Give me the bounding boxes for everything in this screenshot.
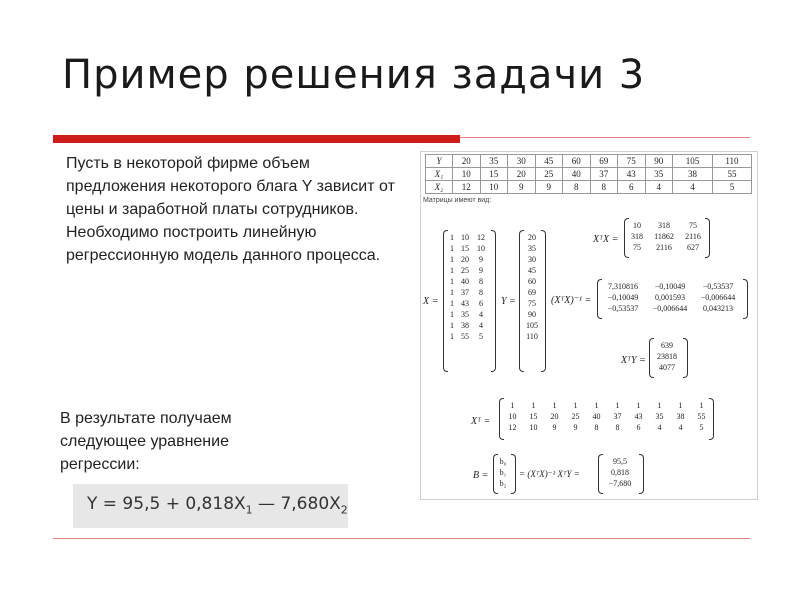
xty-right-bracket — [683, 338, 688, 378]
table-cell: 9 — [535, 181, 563, 194]
matrix-cell: b₀ — [499, 457, 507, 466]
matrix-cell: −0,006644 — [700, 293, 736, 302]
table-cell: 37 — [590, 168, 618, 181]
matrix-cell: 43 — [634, 412, 643, 421]
table-row — [426, 155, 752, 168]
matrix-row — [447, 298, 489, 309]
title-underline-accent — [53, 135, 460, 143]
matrix-cell: 4 — [678, 423, 683, 432]
table-row — [426, 168, 752, 181]
matrix-cell: 10 — [477, 244, 485, 253]
matrix-cell: 69 — [528, 288, 536, 297]
table-cell: 30 — [508, 155, 536, 168]
matrix-cell: b₂ — [499, 479, 507, 488]
matrix-cell: 20 — [461, 255, 469, 264]
table-row-label: X₂ — [426, 181, 453, 194]
xtx-inverse-matrix — [600, 281, 742, 314]
table-cell: 8 — [590, 181, 618, 194]
matrix-cell: 1 — [450, 277, 454, 286]
matrix-row — [523, 254, 541, 265]
matrix-cell: 43 — [461, 299, 469, 308]
matrix-cell: 37 — [613, 412, 622, 421]
matrix-row — [523, 243, 541, 254]
matrix-cell: 0,818 — [611, 468, 629, 477]
matrix-row — [523, 265, 541, 276]
matrix-cell: 10 — [633, 221, 641, 230]
b-result-right-bracket — [639, 454, 644, 494]
table-cell: 55 — [712, 168, 751, 181]
b-right-bracket — [511, 454, 516, 494]
matrix-row — [627, 231, 705, 242]
matrix-cell: 37 — [461, 288, 469, 297]
matrix-cell: 1 — [450, 288, 454, 297]
table-cell: 25 — [535, 168, 563, 181]
matrix-cell: 25 — [461, 266, 469, 275]
matrix-cell: 10 — [461, 233, 469, 242]
matrix-row — [447, 309, 489, 320]
b-result-vector — [601, 456, 639, 489]
matrix-cell: 75 — [633, 243, 641, 252]
table-cell: 69 — [590, 155, 618, 168]
matrix-row — [600, 292, 742, 303]
matrix-cell: 38 — [461, 321, 469, 330]
xtx-inverse-label: (XᵀX)⁻¹ = — [551, 295, 592, 306]
matrix-cell: 11862 — [654, 232, 674, 241]
matrix-cell: 4 — [479, 310, 483, 319]
table-cell: 10 — [453, 168, 481, 181]
regression-equation — [87, 494, 348, 516]
matrix-cell: 20 — [550, 412, 559, 421]
matrix-cell: 10 — [508, 412, 517, 421]
matrix-cell: −0,53537 — [607, 304, 639, 313]
xtx-inverse-right-bracket — [743, 279, 748, 319]
matrix-cell: 1 — [450, 299, 454, 308]
table-cell: 8 — [563, 181, 591, 194]
matrix-row — [601, 467, 639, 478]
matrix-row — [523, 298, 541, 309]
matrix-cell: 1 — [594, 401, 599, 410]
matrix-row — [496, 478, 510, 489]
matrix-cell: 9 — [573, 423, 578, 432]
table-cell: 10 — [480, 181, 508, 194]
matrix-cell: 1 — [450, 266, 454, 275]
table-cell: 6 — [618, 181, 646, 194]
table-cell: 90 — [645, 155, 673, 168]
b-vector — [496, 456, 510, 489]
matrix-cell: 1 — [573, 401, 578, 410]
matrix-row — [447, 287, 489, 298]
matrix-cell: 110 — [526, 332, 538, 341]
matrix-cell: 15 — [461, 244, 469, 253]
matrix-cell: 0,001593 — [655, 293, 685, 302]
matrix-cell: 20 — [528, 233, 536, 242]
matrix-cell: 318 — [631, 232, 643, 241]
matrix-row — [601, 456, 639, 467]
matrix-cell: 105 — [526, 321, 538, 330]
matrix-cell: 9 — [479, 266, 483, 275]
matrix-cell: 4 — [479, 321, 483, 330]
xty-label: XᵀY = — [621, 355, 646, 366]
equation-part-2: — 7,680X — [252, 494, 341, 514]
table-cell: 43 — [618, 168, 646, 181]
matrix-cell: 1 — [678, 401, 683, 410]
result-text: В результате получаем следующее уравнение регрессии: — [60, 410, 232, 473]
table-cell: 110 — [712, 155, 751, 168]
table-cell: 4 — [645, 181, 673, 194]
table-cell: 35 — [480, 155, 508, 168]
matrix-cell: 35 — [461, 310, 469, 319]
table-cell: 15 — [480, 168, 508, 181]
matrix-cell: 1 — [450, 332, 454, 341]
matrix-cell: 75 — [528, 299, 536, 308]
table-cell: 60 — [563, 155, 591, 168]
table-cell: 12 — [453, 181, 481, 194]
xt-right-bracket — [709, 398, 714, 440]
matrix-cell: 55 — [697, 412, 706, 421]
xtx-right-bracket — [705, 218, 710, 258]
matrix-row — [447, 243, 489, 254]
matrix-cell: 5 — [699, 423, 704, 432]
matrix-row — [652, 340, 682, 351]
matrix-row — [652, 351, 682, 362]
matrix-row — [523, 331, 541, 342]
matrix-cell: −7,680 — [608, 479, 632, 488]
matrix-cell: 8 — [594, 423, 599, 432]
bottom-rule — [53, 538, 750, 539]
matrix-cell: 1 — [450, 244, 454, 253]
matrix-cell: 38 — [676, 412, 685, 421]
matrix-row — [502, 422, 712, 433]
matrix-cell: 45 — [528, 266, 536, 275]
matrix-cell: 8 — [479, 288, 483, 297]
data-table — [425, 154, 752, 194]
matrix-row — [447, 254, 489, 265]
matrix-cell: 8 — [479, 277, 483, 286]
matrix-row — [502, 411, 712, 422]
matrix-row — [447, 265, 489, 276]
matrix-row — [496, 456, 510, 467]
matrix-cell: −0,10049 — [654, 282, 686, 291]
xtx-matrix — [627, 220, 705, 253]
matrix-row — [627, 220, 705, 231]
matrix-cell: 30 — [528, 255, 536, 264]
x-matrix-label: X = — [423, 296, 439, 307]
matrix-cell: 5 — [479, 332, 483, 341]
y-vector-label: Y = — [501, 296, 516, 307]
table-cell: 38 — [673, 168, 713, 181]
matrix-cell: 8 — [615, 423, 620, 432]
matrix-cell: 9 — [552, 423, 557, 432]
matrix-cell: 95,5 — [613, 457, 627, 466]
y-vector — [523, 232, 541, 342]
matrix-cell: 1 — [510, 401, 515, 410]
equation-sub-1: 1 — [245, 503, 253, 517]
matrix-cell: 1 — [657, 401, 662, 410]
table-row-label: X₁ — [426, 168, 453, 181]
solution-panel — [420, 151, 758, 500]
matrix-cell: −0,006644 — [652, 304, 688, 313]
equation-sub-2: 2 — [340, 503, 348, 517]
matrix-row — [447, 331, 489, 342]
x-matrix — [447, 232, 489, 342]
matrix-cell: 627 — [687, 243, 699, 252]
x-matrix-right-bracket — [491, 230, 496, 372]
matrix-cell: 1 — [450, 321, 454, 330]
matrices-label: Матрицы имеют вид: — [423, 197, 492, 204]
equation-part-1: Y = 95,5 + 0,818X — [87, 494, 246, 514]
table-cell: 20 — [508, 168, 536, 181]
matrix-cell: 1 — [531, 401, 536, 410]
table-row — [426, 181, 752, 194]
matrix-row — [496, 467, 510, 478]
matrix-cell: 2116 — [656, 243, 672, 252]
matrix-cell: 75 — [689, 221, 697, 230]
matrix-cell: 7,310816 — [608, 282, 638, 291]
matrix-cell: 12 — [477, 233, 485, 242]
title-underline-thin — [460, 137, 750, 138]
matrix-cell: 1 — [615, 401, 620, 410]
matrix-cell: 1 — [699, 401, 704, 410]
matrix-row — [447, 320, 489, 331]
table-cell: 105 — [673, 155, 713, 168]
matrix-cell: −0,53537 — [702, 282, 734, 291]
matrix-cell: 23818 — [657, 352, 677, 361]
matrix-cell: 2116 — [685, 232, 701, 241]
matrix-row — [523, 232, 541, 243]
slide-title: Пример решения задачи 3 — [62, 52, 646, 98]
matrix-cell: 318 — [658, 221, 670, 230]
table-cell: 35 — [645, 168, 673, 181]
table-cell: 5 — [712, 181, 751, 194]
problem-statement: Пусть в некоторой фирме объем предложения некоторого блага Y зависит от цены и заработной платы сотрудников. Необходимо построить линейную регрессионную модель данного процесса. — [66, 155, 395, 264]
matrix-row — [502, 400, 712, 411]
regression-equation-box — [73, 484, 348, 528]
xt-matrix — [502, 400, 712, 433]
matrix-row — [523, 287, 541, 298]
b-label: B = — [473, 470, 489, 481]
table-cell: 4 — [673, 181, 713, 194]
matrix-cell: 1 — [636, 401, 641, 410]
matrix-cell: 15 — [529, 412, 538, 421]
y-vector-right-bracket — [541, 230, 546, 372]
matrix-cell: b₁ — [499, 468, 507, 477]
table-cell: 40 — [563, 168, 591, 181]
matrix-row — [627, 242, 705, 253]
matrix-cell: −0,10049 — [607, 293, 639, 302]
table-cell: 20 — [453, 155, 481, 168]
matrix-row — [601, 478, 639, 489]
matrix-cell: 25 — [571, 412, 580, 421]
matrix-cell: 9 — [479, 255, 483, 264]
matrix-row — [523, 276, 541, 287]
matrix-cell: 1 — [552, 401, 557, 410]
matrix-row — [447, 232, 489, 243]
matrix-cell: 6 — [479, 299, 483, 308]
table-cell: 45 — [535, 155, 563, 168]
matrix-cell: 1 — [450, 255, 454, 264]
matrix-cell: 90 — [528, 310, 536, 319]
matrix-cell: 10 — [529, 423, 538, 432]
matrix-cell: 0,043213 — [703, 304, 733, 313]
xty-vector — [652, 340, 682, 373]
matrix-cell: 639 — [661, 341, 673, 350]
matrix-cell: 40 — [592, 412, 601, 421]
xt-label: Xᵀ = — [471, 416, 491, 427]
matrix-cell: 4 — [657, 423, 662, 432]
matrix-cell: 6 — [636, 423, 641, 432]
matrix-cell: 60 — [528, 277, 536, 286]
matrix-row — [523, 309, 541, 320]
matrix-cell: 4077 — [659, 363, 675, 372]
matrix-cell: 55 — [461, 332, 469, 341]
matrix-cell: 1 — [450, 310, 454, 319]
matrix-row — [600, 281, 742, 292]
matrix-cell: 1 — [450, 233, 454, 242]
table-cell: 9 — [508, 181, 536, 194]
matrix-cell: 35 — [655, 412, 664, 421]
xtx-label: XᵀX = — [593, 234, 619, 245]
matrix-cell: 35 — [528, 244, 536, 253]
b-formula: = (XᵀX)⁻¹ XᵀY = — [519, 469, 580, 479]
table-row-label: Y — [426, 155, 453, 168]
matrix-row — [447, 276, 489, 287]
matrix-row — [523, 320, 541, 331]
matrix-cell: 40 — [461, 277, 469, 286]
matrix-row — [600, 303, 742, 314]
matrix-row — [652, 362, 682, 373]
matrix-cell: 12 — [508, 423, 517, 432]
table-cell: 75 — [618, 155, 646, 168]
